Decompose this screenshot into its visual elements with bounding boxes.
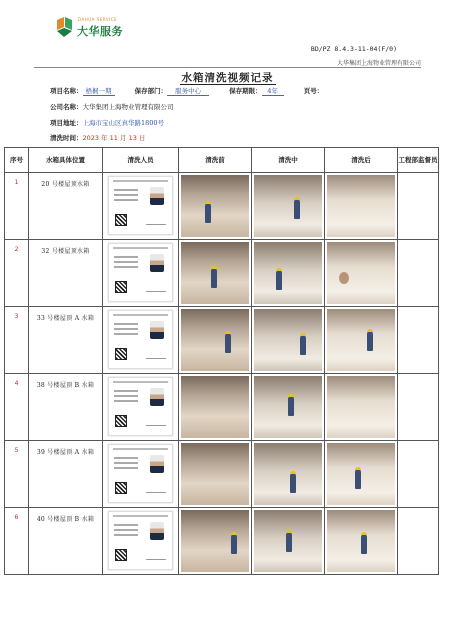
after-photo-cell [325, 374, 398, 441]
header-location: 水箱具体位置 [29, 148, 103, 173]
table-row [5, 307, 439, 374]
after-photo-cell [325, 240, 398, 307]
cleaner-cert-cell [103, 374, 179, 441]
header-during: 清洗中 [252, 148, 325, 173]
header-before: 清洗前 [179, 148, 252, 173]
row-location: 32 号楼屋顶水箱 [29, 240, 103, 307]
during-photo-cell [252, 441, 325, 508]
company-name-row [50, 102, 174, 111]
header-index: 序号 [5, 148, 29, 173]
during-cleaning-photo [254, 376, 322, 438]
company-name-value: 大华集团上海物业管理有限公司 [82, 103, 174, 111]
before-cleaning-photo [181, 242, 249, 304]
row-location: 40 号楼屋顶 B 水箱 [29, 508, 103, 575]
company-logo [54, 14, 144, 40]
cleaner-certificate-image [108, 444, 173, 503]
during-photo-cell [252, 240, 325, 307]
document-number: BD/PZ 8.4.3-11-04(F/0) [310, 45, 397, 53]
logo-chinese-text: 大华服务 [77, 25, 123, 38]
after-photo-cell [325, 508, 398, 575]
before-photo-cell [179, 441, 252, 508]
project-name-value: 梧桐一期 [83, 86, 115, 96]
row-location: 39 号楼屋顶 A 水箱 [29, 441, 103, 508]
cleaner-cert-cell [103, 508, 179, 575]
before-cleaning-photo [181, 175, 249, 237]
cleaner-certificate-image [108, 243, 173, 302]
after-cleaning-photo [327, 309, 395, 371]
clean-time-value: 2023 年 11 月 13 日 [82, 134, 146, 142]
after-cleaning-photo [327, 242, 395, 304]
project-address-label: 项目地址： [50, 119, 83, 127]
before-cleaning-photo [181, 510, 249, 572]
cleaner-cert-cell [103, 307, 179, 374]
logo-english-text: DAHUA SERVICE [78, 17, 118, 22]
during-cleaning-photo [254, 175, 322, 237]
after-photo-cell [325, 307, 398, 374]
table-row [5, 374, 439, 441]
cleaner-cert-cell [103, 240, 179, 307]
header-divider [34, 67, 421, 68]
supervisor-cell [398, 374, 439, 441]
before-cleaning-photo [181, 376, 249, 438]
after-cleaning-photo [327, 376, 395, 438]
project-name-label: 项目名称： [50, 87, 83, 95]
row-location: 38 号楼屋顶 B 水箱 [29, 374, 103, 441]
before-photo-cell [179, 374, 252, 441]
row-index: 5 [5, 441, 29, 508]
table-row [5, 173, 439, 240]
before-photo-cell [179, 307, 252, 374]
dahua-logo-icon [54, 16, 74, 38]
cleaner-certificate-image [108, 176, 173, 235]
before-photo-cell [179, 240, 252, 307]
project-address-row [50, 118, 164, 127]
project-address-value: 上海市宝山区真华路1800号 [82, 119, 165, 127]
page-number-label: 页号： [303, 87, 324, 95]
clean-time-label: 清洗时间： [50, 134, 83, 142]
cleaner-certificate-image [108, 377, 173, 436]
after-photo-cell [325, 441, 398, 508]
during-photo-cell [252, 508, 325, 575]
before-cleaning-photo [181, 309, 249, 371]
during-cleaning-photo [254, 242, 322, 304]
row-index: 2 [5, 240, 29, 307]
header-company-name: 大华集团上海物业管理有限公司 [336, 60, 421, 67]
during-cleaning-photo [254, 309, 322, 371]
supervisor-cell [398, 508, 439, 575]
header-supervisor: 工程部监督员 [398, 148, 439, 173]
project-info-row [50, 86, 341, 96]
row-index: 3 [5, 307, 29, 374]
after-photo-cell [325, 173, 398, 240]
row-index: 6 [5, 508, 29, 575]
company-name-label: 公司名称： [50, 103, 83, 111]
save-period-label: 保存期限： [229, 87, 262, 95]
supervisor-cell [398, 441, 439, 508]
during-cleaning-photo [254, 443, 322, 505]
after-cleaning-photo [327, 443, 395, 505]
after-cleaning-photo [327, 175, 395, 237]
cleaning-record-table [4, 147, 439, 575]
page-title-text: 水箱清洗视频记录 [181, 72, 274, 84]
header-after: 清洗后 [325, 148, 398, 173]
table-row [5, 441, 439, 508]
after-cleaning-photo [327, 510, 395, 572]
row-index: 1 [5, 173, 29, 240]
save-dept-label: 保存部门： [134, 87, 168, 95]
during-photo-cell [252, 307, 325, 374]
row-location: 33 号楼屋顶 A 水箱 [29, 307, 103, 374]
table-row [5, 240, 439, 307]
supervisor-cell [398, 307, 439, 374]
supervisor-cell [398, 173, 439, 240]
cleaner-cert-cell [103, 173, 179, 240]
cleaner-cert-cell [103, 441, 179, 508]
cleaner-certificate-image [108, 310, 173, 369]
row-index: 4 [5, 374, 29, 441]
during-photo-cell [252, 374, 325, 441]
supervisor-cell [398, 240, 439, 307]
during-cleaning-photo [254, 510, 322, 572]
before-photo-cell [179, 173, 252, 240]
before-cleaning-photo [181, 443, 249, 505]
table-header-row [5, 148, 439, 173]
row-location: 20 号楼屋顶水箱 [29, 173, 103, 240]
header-cleaner: 清洗人员 [103, 148, 179, 173]
save-period-value: 4年 [262, 86, 284, 96]
save-dept-value: 服务中心 [167, 86, 209, 96]
clean-time-row [50, 133, 145, 142]
page-title [0, 70, 455, 85]
cleaner-certificate-image [108, 511, 173, 570]
table-row [5, 508, 439, 575]
during-photo-cell [252, 173, 325, 240]
before-photo-cell [179, 508, 252, 575]
